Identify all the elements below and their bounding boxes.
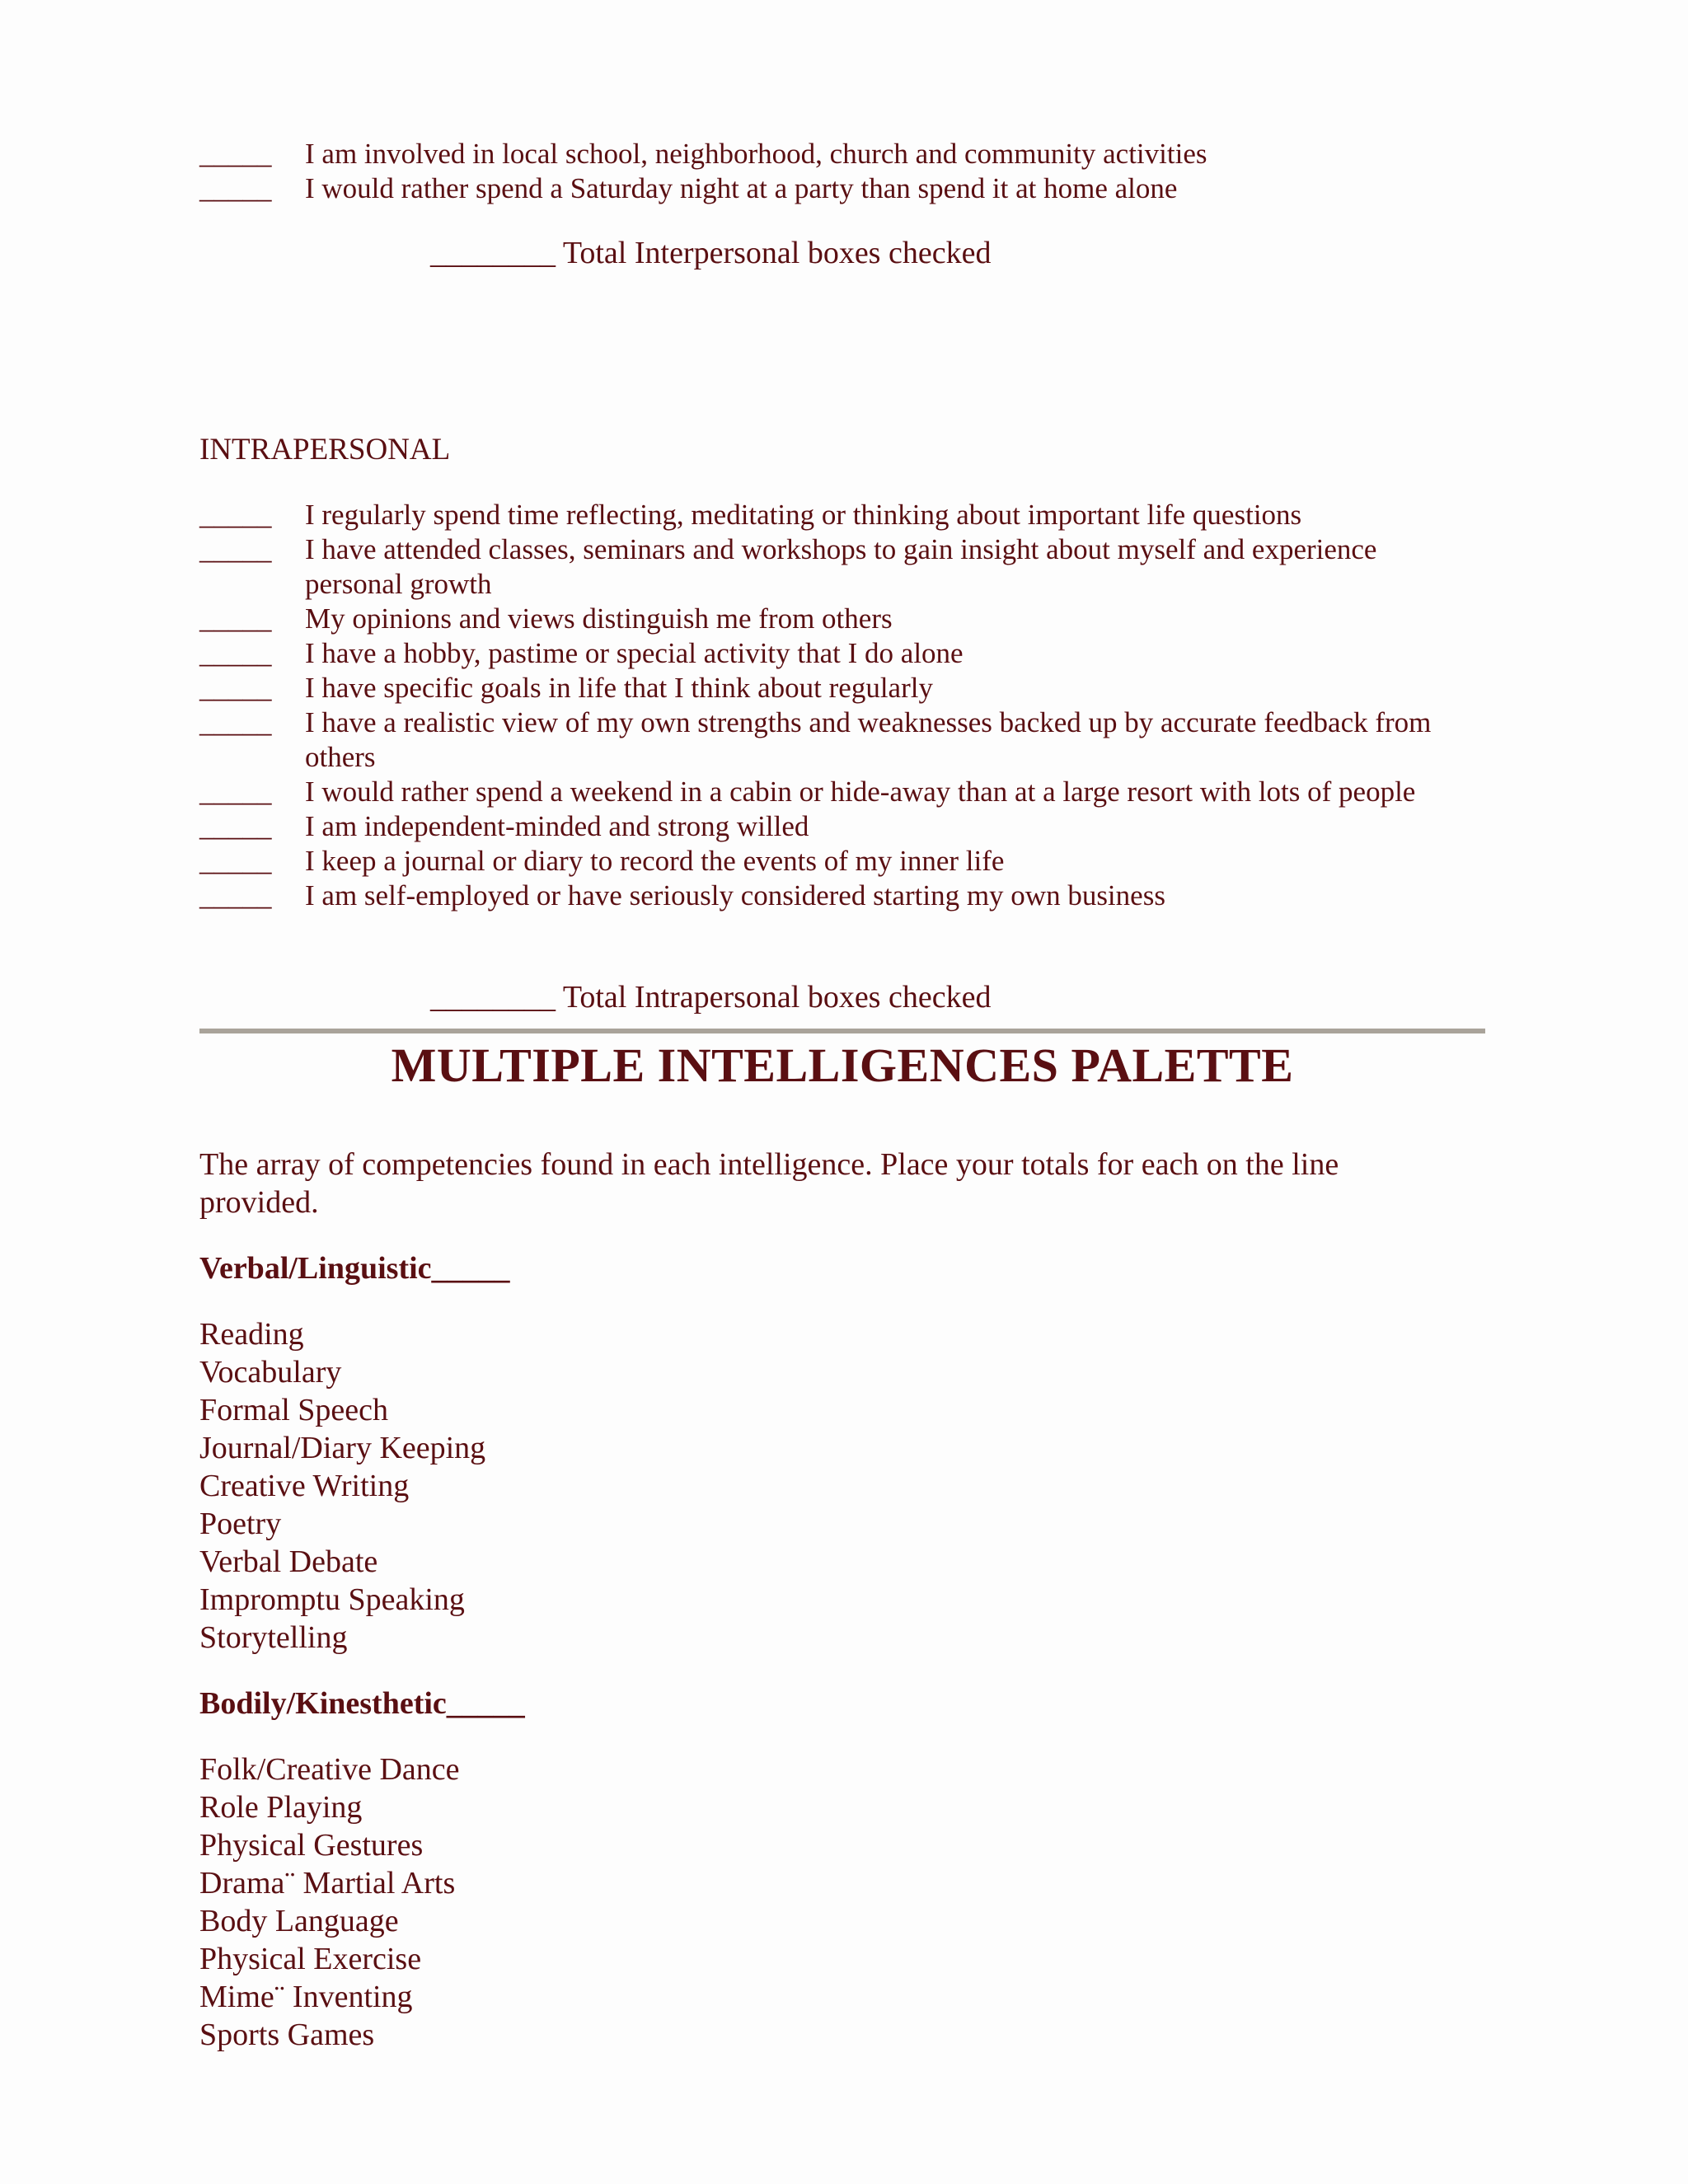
question-text: I have a realistic view of my own strengths and weaknesses backed up by accurate feedback from others	[305, 706, 1432, 773]
answer-blank[interactable]: _____	[199, 776, 272, 808]
list-item	[199, 171, 1485, 206]
list-item	[199, 532, 1485, 602]
answer-blank[interactable]: _____	[199, 879, 272, 912]
list-item	[199, 636, 1485, 671]
list-item	[199, 879, 1485, 913]
question-text: I have a hobby, pastime or special activity that I do alone	[305, 637, 964, 669]
question-text: My opinions and views distinguish me from others	[305, 602, 893, 635]
list-item: Impromptu Speaking	[199, 1582, 465, 1617]
list-item	[199, 705, 1485, 775]
page-title: MULTIPLE INTELLIGENCES PALETTE	[391, 1038, 1294, 1092]
interpersonal-total: ________ Total Interpersonal boxes checked	[430, 236, 992, 270]
question-text: I would rather spend a Saturday night at a party than spend it at home alone	[305, 172, 1178, 204]
category-title-verbal-linguistic: Verbal/Linguistic_____	[199, 1251, 510, 1286]
list-item	[199, 809, 1485, 844]
list-item: Reading	[199, 1317, 304, 1352]
list-item: Verbal Debate	[199, 1544, 378, 1579]
question-text: I regularly spend time reflecting, meditating or thinking about important life questions	[305, 499, 1302, 531]
intrapersonal-list	[199, 498, 1485, 913]
answer-blank[interactable]: _____	[199, 706, 272, 738]
answer-blank[interactable]: _____	[199, 810, 272, 842]
list-item: Drama¨ Martial Arts	[199, 1866, 456, 1900]
palette-intro: The array of competencies found in each intelligence. Place your totals for each on the line provided.	[199, 1147, 1339, 1220]
list-item	[199, 498, 1485, 532]
question-text: I am self-employed or have seriously considered starting my own business	[305, 879, 1165, 912]
answer-blank[interactable]: _____	[199, 533, 272, 565]
list-item	[199, 775, 1485, 809]
question-text: I am involved in local school, neighborhood, church and community activities	[305, 138, 1207, 170]
interpersonal-list	[199, 137, 1485, 206]
answer-blank[interactable]: _____	[199, 845, 272, 877]
question-text: I would rather spend a weekend in a cabin or hide-away than at a large resort with lots of people	[305, 776, 1416, 808]
list-item: Mime¨ Inventing	[199, 1980, 413, 2014]
list-item: Sports Games	[199, 2018, 375, 2052]
list-item	[199, 137, 1485, 171]
list-item: Creative Writing	[199, 1469, 410, 1503]
list-item: Journal/Diary Keeping	[199, 1431, 486, 1465]
list-item: Vocabulary	[199, 1355, 342, 1390]
answer-blank[interactable]: _____	[199, 499, 272, 531]
list-item	[199, 844, 1485, 879]
category-title-bodily-kinesthetic: Bodily/Kinesthetic_____	[199, 1686, 525, 1721]
list-item: Physical Exercise	[199, 1942, 422, 1976]
question-text: I have specific goals in life that I think about regularly	[305, 672, 933, 704]
list-item: Poetry	[199, 1507, 282, 1541]
list-item: Body Language	[199, 1904, 399, 1938]
category-list-verbal-linguistic	[199, 1315, 485, 1657]
list-item	[199, 671, 1485, 705]
intrapersonal-heading: INTRAPERSONAL	[199, 433, 451, 466]
intrapersonal-total: ________ Total Intrapersonal boxes checked	[430, 980, 992, 1015]
category-list-bodily-kinesthetic	[199, 1750, 460, 2054]
answer-blank[interactable]: _____	[199, 138, 272, 170]
question-text: I have attended classes, seminars and workshops to gain insight about myself and experience personal growth	[305, 533, 1377, 600]
list-item: Storytelling	[199, 1620, 348, 1655]
list-item: Formal Speech	[199, 1393, 389, 1427]
answer-blank[interactable]: _____	[199, 637, 272, 669]
answer-blank[interactable]: _____	[199, 602, 272, 635]
answer-blank[interactable]: _____	[199, 172, 272, 204]
list-item	[199, 602, 1485, 636]
list-item: Folk/Creative Dance	[199, 1752, 460, 1787]
answer-blank[interactable]: _____	[199, 672, 272, 704]
horizontal-divider	[199, 1029, 1485, 1033]
question-text: I keep a journal or diary to record the events of my inner life	[305, 845, 1005, 877]
list-item: Physical Gestures	[199, 1828, 424, 1863]
list-item: Role Playing	[199, 1790, 363, 1825]
question-text: I am independent-minded and strong willed	[305, 810, 809, 842]
